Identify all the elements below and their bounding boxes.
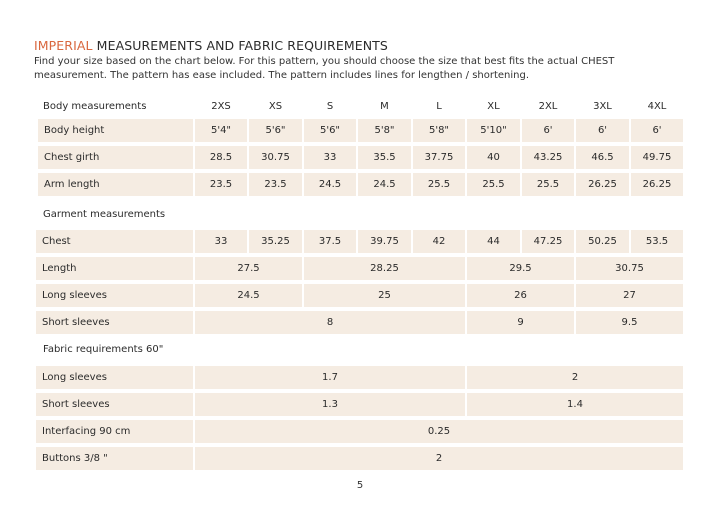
table-cell: 24.5: [358, 173, 411, 196]
title-text: MEASUREMENTS AND FABRIC REQUIREMENTS: [92, 38, 388, 53]
row-label: Length: [36, 257, 193, 280]
table-cell: 0.25: [195, 420, 683, 443]
table-cell: 27: [576, 284, 683, 307]
table-cell: 25.5: [522, 173, 574, 196]
table-cell: 2: [195, 447, 683, 470]
table-cell: 29.5: [467, 257, 574, 280]
table-cell: 40: [467, 146, 520, 169]
table-cell: 6': [522, 119, 574, 142]
table-cell: 5'6": [304, 119, 356, 142]
table-cell: 35.5: [358, 146, 411, 169]
table-cell: 27.5: [195, 257, 302, 280]
section-fabric-requirements: Fabric requirements 60": [43, 344, 164, 355]
table-cell: 1.4: [467, 393, 683, 416]
row-label: Chest: [36, 230, 193, 253]
table-cell: 30.75: [576, 257, 683, 280]
row-label: Buttons 3/8 ": [36, 447, 193, 470]
table-cell: 28.5: [195, 146, 247, 169]
section-garment-measurements: Garment measurements: [43, 209, 166, 220]
size-header: 2XS: [211, 101, 231, 112]
table-cell: 53.5: [631, 230, 683, 253]
table-cell: 2: [467, 366, 683, 389]
table-cell: 26.25: [631, 173, 683, 196]
table-cell: 37.75: [413, 146, 465, 169]
table-cell: 28.25: [304, 257, 465, 280]
table-cell: 30.75: [249, 146, 302, 169]
table-cell: 26: [467, 284, 574, 307]
table-cell: 6': [576, 119, 629, 142]
row-label: Interfacing 90 cm: [36, 420, 193, 443]
table-cell: 5'8": [358, 119, 411, 142]
size-header: 2XL: [538, 101, 558, 112]
row-label: Short sleeves: [36, 311, 193, 334]
row-label: Long sleeves: [36, 366, 193, 389]
table-cell: 8: [195, 311, 465, 334]
size-header: L: [436, 101, 442, 112]
table-cell: 23.5: [249, 173, 302, 196]
table-cell: 23.5: [195, 173, 247, 196]
table-cell: 5'10": [467, 119, 520, 142]
size-header: M: [380, 101, 389, 112]
table-cell: 49.75: [631, 146, 683, 169]
table-cell: 24.5: [195, 284, 302, 307]
table-cell: 47.25: [522, 230, 574, 253]
table-cell: 50.25: [576, 230, 629, 253]
row-label: Chest girth: [38, 146, 193, 169]
table-cell: 6': [631, 119, 683, 142]
page-title: [34, 38, 388, 53]
table-cell: 1.3: [195, 393, 465, 416]
size-header: 4XL: [647, 101, 667, 112]
table-cell: 25.5: [413, 173, 465, 196]
table-cell: 5'4": [195, 119, 247, 142]
table-cell: 5'8": [413, 119, 465, 142]
table-cell: 43.25: [522, 146, 574, 169]
table-cell: 33: [304, 146, 356, 169]
size-header: 3XL: [593, 101, 612, 112]
table-cell: 5'6": [249, 119, 302, 142]
table-cell: 44: [467, 230, 520, 253]
size-header: S: [326, 101, 334, 112]
table-cell: 26.25: [576, 173, 629, 196]
table-cell: 35.25: [249, 230, 302, 253]
section-body-measurements: Body measurements: [43, 101, 147, 112]
title-accent: IMPERIAL: [34, 38, 93, 53]
table-cell: 37.5: [304, 230, 356, 253]
row-label: Body height: [38, 119, 193, 142]
row-label: Short sleeves: [36, 393, 193, 416]
intro-text: Find your size based on the chart below. For this pattern, you should choose the size that best fits the actual CHEST measurement. The pattern has ease included. The pattern includes lines for lengthen / shortening.: [34, 56, 615, 81]
table-cell: 25: [304, 284, 465, 307]
table-cell: 42: [413, 230, 465, 253]
table-cell: 25.5: [467, 173, 520, 196]
row-label: Arm length: [38, 173, 193, 196]
table-cell: 39.75: [358, 230, 411, 253]
size-header: XL: [487, 101, 500, 112]
table-cell: 9.5: [576, 311, 683, 334]
page-number: 5: [356, 480, 364, 491]
table-cell: 33: [195, 230, 247, 253]
table-cell: 1.7: [195, 366, 465, 389]
row-label: Long sleeves: [36, 284, 193, 307]
table-cell: 46.5: [576, 146, 629, 169]
table-cell: 24.5: [304, 173, 356, 196]
size-header: XS: [268, 101, 283, 112]
table-cell: 9: [467, 311, 574, 334]
